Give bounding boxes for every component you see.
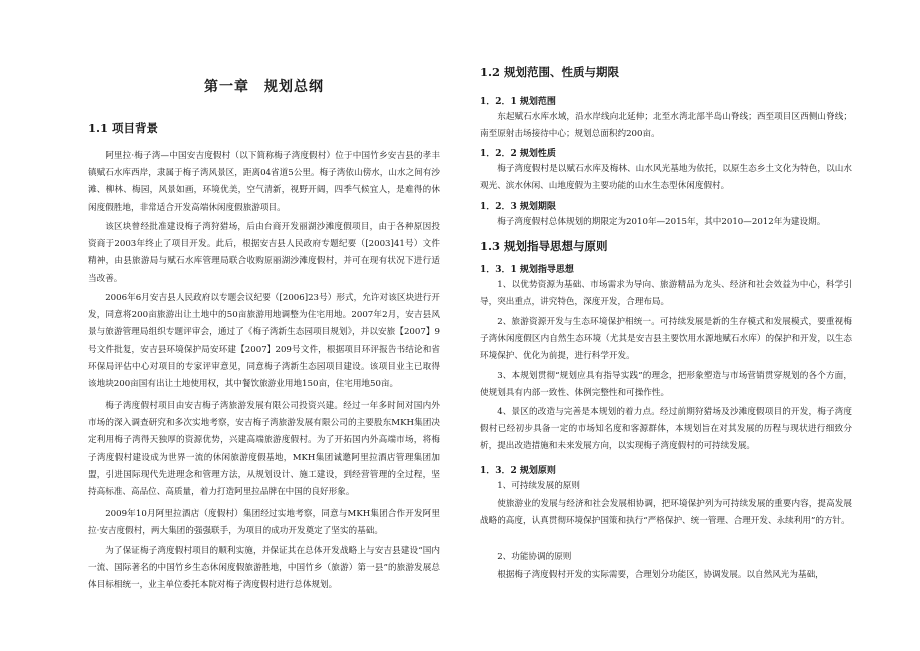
subsection-1-3-2-heading: 1．3．2 规划原则 [480, 466, 556, 476]
paragraph: 阿里拉·梅子湾—中国安吉度假村（以下简称梅子湾度假村）位于中国竹乡安吉县的孝丰镇赋石水库西岸，隶属于梅子湾风景区，距离04省道5公里。梅子湾依山傍水，山水之间有沙滩、柳林、梅园，风景如画，环境优美，空气清新，视野开阔，四季气候宜人，是难得的休闲度假胜地，非常适合开发高端休闲度假旅游项目。 [88, 151, 440, 213]
paragraph: 2009年10月阿里拉酒店（度假村）集团经过实地考察，同意与MKH集团合作开发阿里拉·安吉度假村，两大集团的强强联手，为项目的成功开发奠定了坚实的基础。 [88, 509, 440, 537]
paragraph: 2、功能协调的原则 [497, 552, 572, 562]
subsection-1-2-1-heading: 1．2．1 规划范围 [480, 97, 556, 107]
subsection-1-2-2-heading: 1．2．2 规划性质 [480, 149, 556, 159]
paragraph: 4、景区的改造与完善是本规划的着力点。经过前期狩猎场及沙滩度假项目的开发，梅子湾度假村已经初步具备一定的市场知名度和客源群体，本规划旨在对其发展的历程与现状进行细致分析，提出改造措施和未来发展方向，以实现梅子湾度假村的可持续发展。 [480, 407, 852, 452]
paragraph: 使旅游业的发展与经济和社会发展相协调，把环境保护列为可持续发展的重要内容，提高发展战略的高度，认真贯彻环境保护国策和执行“严格保护、统一管理、合理开发、永续利用”的方针。 [480, 499, 852, 527]
paragraph: 根据梅子湾度假村开发的实际需要，合理划分功能区，协调发展。以自然风光为基础， [497, 570, 824, 580]
paragraph: 1、可持续发展的原则 [497, 481, 580, 491]
chapter-title: 第一章 规划总纲 [204, 79, 324, 95]
subsection-1-3-1-heading: 1．3．1 规划指导思想 [480, 265, 574, 275]
paragraph: 1、以优势资源为基础、市场需求为导向、旅游精品为龙头、经济和社会效益为中心，科学引导，突出重点，讲究特色，深度开发，合理布局。 [480, 280, 852, 308]
paragraph: 为了保证梅子湾度假村项目的顺利实施，并保证其在总体开发战略上与安吉县建设“国内一流、国际著名的中国竹乡生态休闲度假旅游胜地，中国竹乡（旅游）第一县”的旅游发展总体目标相统一，业主单位委托本院对梅子湾度假村进行总体规划。 [88, 546, 440, 591]
paragraph: 该区块曾经批准建设梅子湾狩猎场，后由台商开发丽湖沙滩度假项目，由于各种原因投资商于2003年终止了项目开发。此后，根据安吉县人民政府专题纪要（[2003]41号）文件精神，由县旅游局与赋石水库管理局联合收购原丽湖沙滩度假村，并可在现有状况下进行适当改善。 [88, 222, 440, 284]
paragraph: 2、旅游资源开发与生态环境保护相统一。可持续发展是新的生存模式和发展模式，要重视梅子湾休闲度假区内自然生态环境（尤其是安吉县主要饮用水源地赋石水库）的保护和开发，以生态环境保护、优化为前提，进行科学开发。 [480, 317, 852, 362]
paragraph: 梅子湾度假村是以赋石水库及梅林、山水风光基地为依托，以原生态乡土文化为特色，以山水观光、滨水休闲、山地度假为主要功能的山水生态型休闲度假村。 [480, 164, 852, 192]
section-1-3-heading: 1.3 规划指导思想与原则 [480, 239, 608, 253]
section-1-2-heading: 1.2 规划范围、性质与期限 [480, 65, 620, 79]
paragraph: 梅子湾度假村总体规划的期限定为2010年—2015年，其中2010—2012年为建设期。 [497, 217, 826, 227]
paragraph: 3、本规划贯彻“规划应具有指导实践”的理念，把形象塑造与市场营销贯穿规划的各个方面，使规划具有内部一致性、体例完整性和可操作性。 [480, 371, 852, 399]
subsection-1-2-3-heading: 1．2．3 规划期限 [480, 202, 556, 212]
paragraph: 东起赋石水库水域，沿水岸线向北延伸；北至水湾北部半岛山脊线；西至项目区西侧山脊线；南至原射击场接待中心；规划总面积约200亩。 [480, 112, 852, 140]
paragraph: 梅子湾度假村项目由安吉梅子湾旅游发展有限公司投资兴建。经过一年多时间对国内外市场的深入调查研究和多次实地考察，安吉梅子湾旅游发展有限公司的主要股东MKH集团决定利用梅子湾得天独厚的资源优势，兴建高端旅游度假村。为了开拓国内外高端市场，将梅子湾度假村建设成为世界一流的休闲旅游度假基地，MKH集团诚邀阿里拉酒店管理集团加盟，引进国际现代先进理念和管理方法，从规划设计、施工建设，到经营管理的全过程，坚持高标准、高品位、高质量，着力打造阿里拉品牌在中国的良好形象。 [88, 401, 440, 498]
section-1-1-heading: 1.1 项目背景 [88, 121, 159, 135]
paragraph: 2006年6月安吉县人民政府以专题会议纪要（[2006]23号）形式，允许对该区块进行开发，同意将200亩旅游出让土地中的50亩旅游用地调整为住宅用地。2007年2月，安吉县风景与旅游管理局组织专题评审会，通过了《梅子湾新生态园项目规划》，并以安旅【2007】9号文件批复，安吉县环境保护局安环建【2007】209号文件，根据项目环评报告书结论和省环保局评估中心对项目的专家评审意见，同意梅子湾新生态园项目建设。该项目业主已取得该地块200亩国有出让土地使用权，其中餐饮旅游业用地150亩，住宅用地50亩。 [88, 293, 440, 390]
